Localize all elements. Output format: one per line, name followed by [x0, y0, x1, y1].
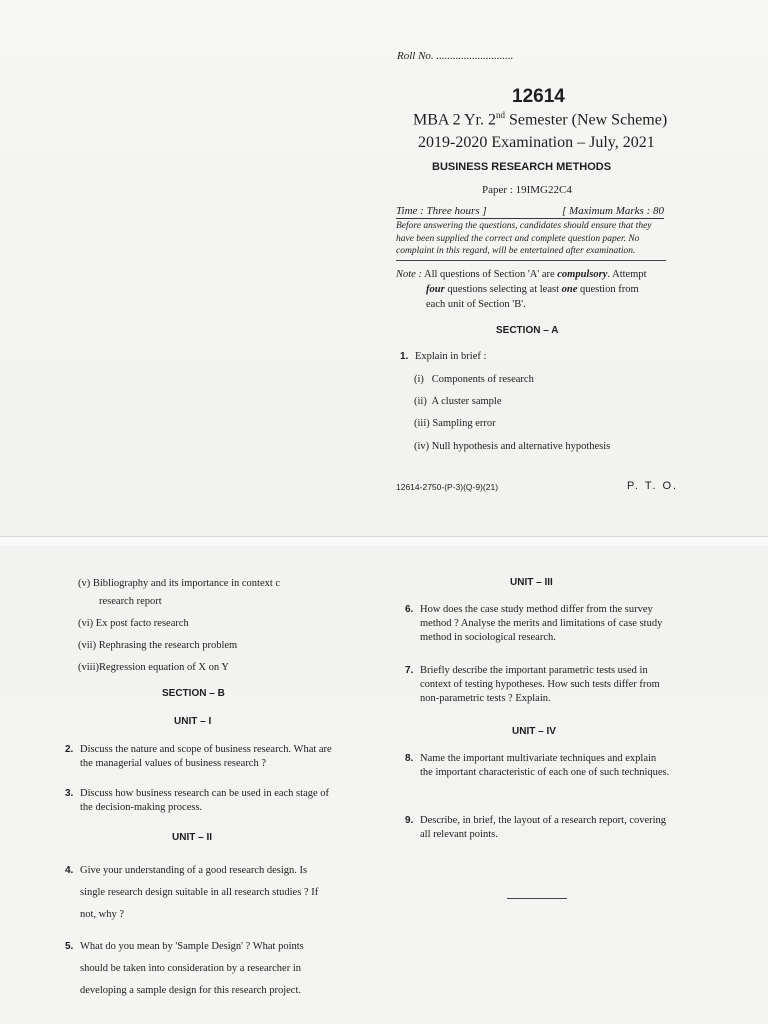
note-line-1c: . Attempt	[607, 269, 647, 280]
exam-page-2	[0, 546, 768, 1024]
q1-item-iii: (iii) Sampling error	[414, 418, 496, 429]
question-8-text: Name the important multivariate techniques and explain the important characteristic of each one of such techniques.	[420, 753, 670, 778]
maximum-marks: [ Maximum Marks : 80	[561, 205, 664, 217]
question-9-number: 9.	[405, 815, 414, 826]
q1-item-v-line2: research report	[99, 596, 162, 607]
paper-code: 12614	[512, 86, 565, 107]
note-line-2	[396, 282, 668, 297]
note-line-1a: All questions of Section 'A' are	[421, 269, 558, 280]
question-1	[400, 350, 486, 364]
question-5	[65, 936, 333, 1002]
question-2-text: Discuss the nature and scope of business research. What are the managerial values of business research ?	[80, 744, 332, 769]
question-7-text: Briefly describe the important parametric tests used in context of testing hypotheses. How such tests differ from non-parametric tests ? Explain.	[420, 665, 660, 704]
question-3	[65, 787, 333, 815]
question-8-number: 8.	[405, 753, 414, 764]
roll-number-field: Roll No. ............................	[397, 50, 514, 62]
question-2-number: 2.	[65, 744, 74, 755]
question-7-number: 7.	[405, 665, 414, 676]
question-9-text: Describe, in brief, the layout of a research report, covering all relevant points.	[420, 815, 667, 840]
question-8	[405, 752, 671, 780]
note-line-2b: questions selecting at least	[444, 284, 562, 295]
footer-code: 12614-2750-(P-3)(Q-9)(21)	[396, 482, 499, 492]
question-3-text: Discuss how business research can be used in each stage of the decision-making process.	[80, 788, 330, 813]
question-5-number: 5.	[65, 941, 74, 952]
course-title-superscript: nd	[495, 110, 505, 120]
unit-2-heading: UNIT – II	[172, 832, 213, 843]
time-marks-bar	[396, 205, 664, 219]
time-allowed: Time : Three hours ]	[396, 205, 487, 217]
note-line-3: each unit of Section 'B'.	[426, 299, 526, 310]
note-line-1b: compulsory	[557, 269, 608, 280]
q1-item-i: (i) Components of research	[414, 374, 534, 385]
course-title	[413, 110, 667, 129]
subject-title: BUSINESS RESEARCH METHODS	[432, 161, 612, 173]
q1-item-v-line1: (v) Bibliography and its importance in context c	[78, 578, 281, 589]
question-7	[405, 664, 671, 706]
question-5-text: What do you mean by 'Sample Design' ? What points should be taken into consideration by a researcher in developing a sample design for this research project.	[80, 941, 304, 996]
course-title-rest: Semester (New Scheme)	[504, 111, 668, 129]
instructions-text: Before answering the questions, candidates should ensure that they have been supplied the correct and complete question paper. No complaint in this regard, will be entertained after examination.	[396, 220, 666, 261]
note-line-2d: question from	[577, 284, 639, 295]
unit-1-heading: UNIT – I	[174, 716, 212, 727]
note-four: four	[426, 284, 445, 295]
note-one: one	[561, 284, 578, 295]
question-4	[65, 860, 333, 926]
q1-item-iv: (iv) Null hypothesis and alternative hypothesis	[414, 441, 611, 452]
pto-label: P. T. O.	[627, 480, 679, 492]
question-9	[405, 814, 671, 842]
question-4-text: Give your understanding of a good research design. Is single research design suitable in all research studies ? If not, why ?	[80, 865, 319, 920]
question-4-number: 4.	[65, 865, 74, 876]
question-1-number: 1.	[400, 351, 409, 362]
exam-title: 2019-2020 Examination – July, 2021	[418, 134, 655, 151]
question-2	[65, 743, 333, 771]
paper-number: Paper : 19IMG22C4	[482, 184, 572, 196]
section-b-heading: SECTION – B	[162, 688, 225, 699]
q1-item-vi: (vi) Ex post facto research	[78, 618, 189, 629]
question-3-number: 3.	[65, 788, 74, 799]
course-title-main: MBA 2 Yr. 2	[413, 111, 496, 129]
question-6-number: 6.	[405, 604, 414, 615]
question-6-text: How does the case study method differ from the survey method ? Analyse the merits and limitations of case study method in sociological research.	[420, 604, 663, 643]
question-1-text: Explain in brief :	[414, 351, 487, 362]
end-rule	[507, 898, 567, 899]
question-6	[405, 603, 671, 645]
section-a-heading: SECTION – A	[496, 325, 559, 336]
note-block	[396, 267, 668, 312]
q1-item-viii: (viii)Regression equation of X on Y	[78, 662, 229, 673]
unit-4-heading: UNIT – IV	[512, 726, 556, 737]
q1-item-vii: (vii) Rephrasing the research problem	[78, 640, 238, 651]
unit-3-heading: UNIT – III	[510, 577, 553, 588]
q1-item-ii: (ii) A cluster sample	[414, 396, 502, 407]
note-label: Note :	[396, 269, 422, 280]
